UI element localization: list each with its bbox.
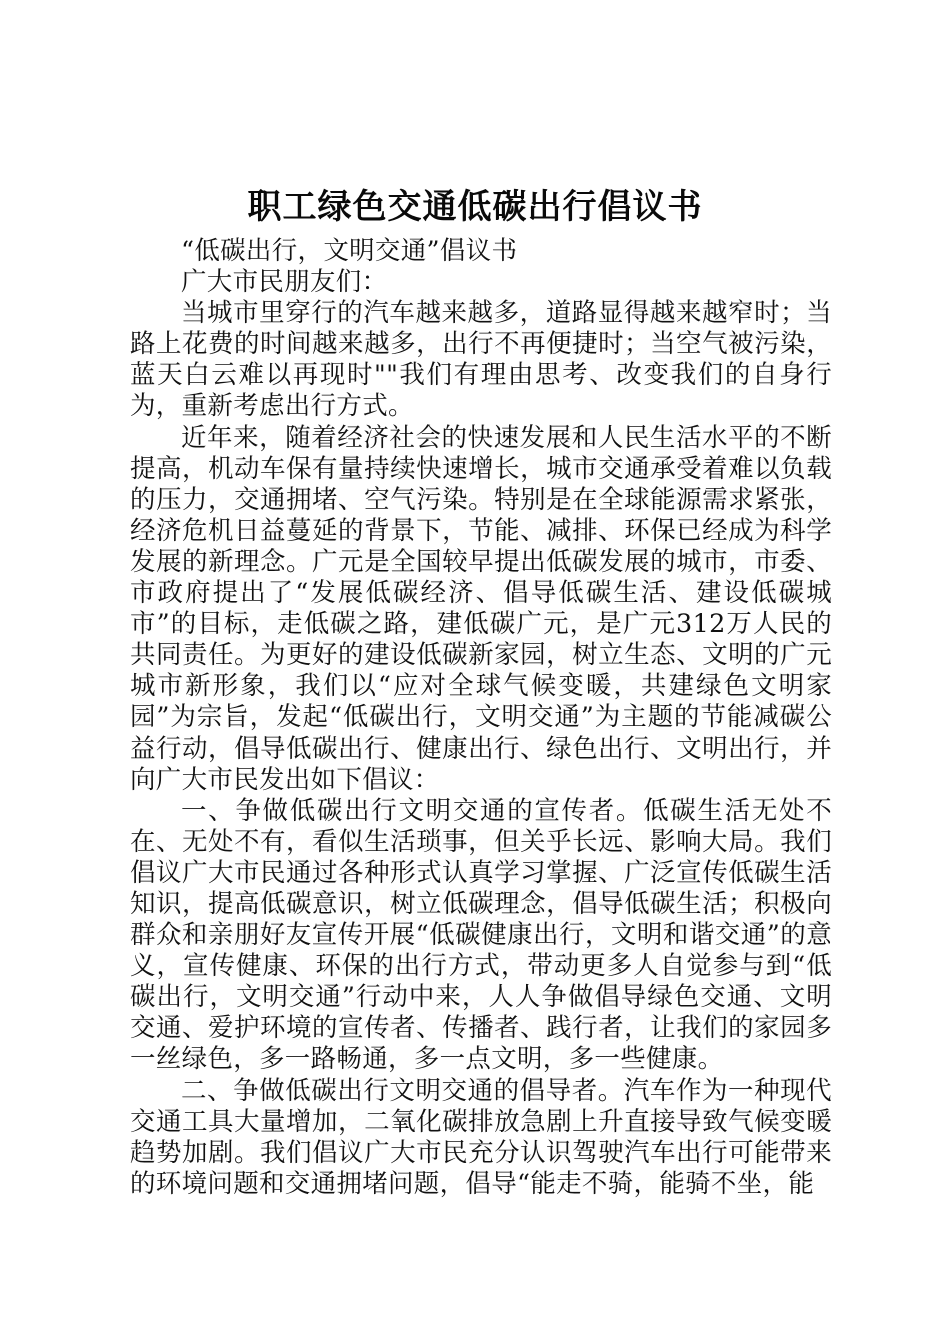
document-body [130, 236, 832, 1200]
document-title: 职工绿色交通低碳出行倡议书 [247, 187, 703, 227]
subtitle-paragraph: “低碳出行，文明交通”倡议书 [181, 236, 518, 266]
salutation-paragraph: 广大市民朋友们： [181, 267, 388, 298]
proposal-paragraph: 二、争做低碳出行文明交通的倡导者。汽车作为一种现代交通工具大量增加，二氧化碳排放急剧上升直接导致气候变暖趋势加剧。我们倡议广大市民充分认识驾驶汽车出行可能带来的环境问题和交通拥堵问题，倡导“能走不骑，能骑不坐，能 [130, 1075, 832, 1199]
proposal-paragraph: 一、争做低碳出行文明交通的宣传者。低碳生活无处不在、无处不有，看似生活琐事，但关乎长远、影响大局。我们倡议广大市民通过各种形式认真学习掌握、广泛宣传低碳生活知识，提高低碳意识，树立低碳理念，倡导低碳生活；积极向群众和亲朋好友宣传开展“低碳健康出行，文明和谐交通”的意义，宣传健康、环保的出行方式，带动更多人自觉参与到“低碳出行，文明交通”行动中来，人人争做倡导绿色交通、文明交通、爱护环境的宣传者、传播者、践行者，让我们的家园多一丝绿色，多一路畅通，多一点文明，多一些健康。 [130, 795, 832, 1075]
body-paragraph: 当城市里穿行的汽车越来越多，道路显得越来越窄时；当路上花费的时间越来越多，出行不再便捷时；当空气被污染，蓝天白云难以再现时""我们有理由思考、改变我们的自身行为，重新考虑出行方式。 [130, 298, 832, 422]
body-paragraph: 近年来，随着经济社会的快速发展和人民生活水平的不断提高，机动车保有量持续快速增长，城市交通承受着难以负载的压力，交通拥堵、空气污染。特别是在全球能源需求紧张，经济危机日益蔓延的背景下，节能、减排、环保已经成为科学发展的新理念。广元是全国较早提出低碳发展的城市，市委、市政府提出了“发展低碳经济、倡导低碳生活、建设低碳城市”的目标，走低碳之路，建低碳广元，是广元312万人民的共同责任。为更好的建设低碳新家园，树立生态、文明的广元城市新形象，我们以“应对全球气候变暖，共建绿色文明家园”为宗旨，发起“低碳出行，文明交通”为主题的节能减碳公益行动，倡导低碳出行、健康出行、绿色出行、文明出行，并向广大市民发出如下倡议： [130, 422, 832, 795]
